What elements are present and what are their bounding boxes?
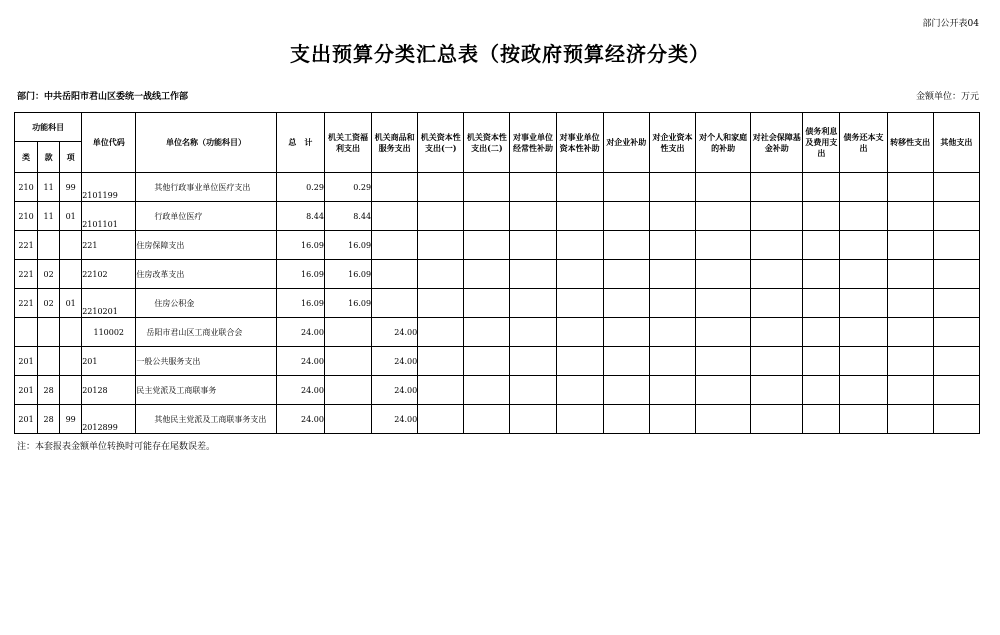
table-row [15,289,980,318]
cell-lei [15,318,38,347]
cell-c1: 16.09 [324,289,371,318]
cell-kuan: 11 [38,173,60,202]
cell-lei: 221 [15,289,38,318]
header-col: 转移性支出 [887,113,933,173]
cell-c2 [372,173,418,202]
header-kuan: 款 [38,142,60,173]
table-row [15,318,980,347]
cell-total: 16.09 [276,289,324,318]
header-col: 对事业单位经常性补助 [510,113,556,173]
header-total: 总 计 [276,113,324,173]
cell-kuan: 11 [38,202,60,231]
table-row [15,202,980,231]
amount-unit-label: 金额单位：万元 [915,92,979,102]
cell-total: 16.09 [276,260,324,289]
table-row [15,260,980,289]
cell-c2 [372,260,418,289]
table-row [15,173,980,202]
cell-name: 其他行政事业单位医疗支出 [136,173,276,202]
cell-code: 221 [82,231,136,260]
header-col: 对个人和家庭的补助 [696,113,751,173]
table-row [15,405,980,434]
header-func-subject: 功能科目 [15,113,82,142]
cell-xiang: 01 [60,202,82,231]
cell-xiang [60,347,82,376]
header-col: 机关资本性支出(一) [418,113,464,173]
cell-xiang [60,318,82,347]
header-col: 机关工资福利支出 [324,113,371,173]
header-lei: 类 [15,142,38,173]
cell-kuan: 02 [38,289,60,318]
form-code: 部门公开表04 [922,19,979,29]
cell-xiang [60,376,82,405]
cell-c2 [372,202,418,231]
header-col: 对社会保障基金补助 [751,113,803,173]
cell-xiang [60,231,82,260]
cell-name: 行政单位医疗 [136,202,276,231]
cell-c1: 0.29 [324,173,371,202]
cell-xiang: 01 [60,289,82,318]
header-col: 机关资本性支出(二) [464,113,510,173]
cell-c1 [324,347,371,376]
page-title: 支出预算分类汇总表（按政府预算经济分类） [290,42,710,66]
cell-c1: 16.09 [324,231,371,260]
cell-code: 2012899 [82,405,136,434]
cell-name: 民主党派及工商联事务 [136,376,276,405]
cell-total: 24.00 [276,318,324,347]
cell-c1: 8.44 [324,202,371,231]
cell-kuan: 28 [38,405,60,434]
cell-name: 一般公共服务支出 [136,347,276,376]
footnote: 注：本套报表金额单位转换时可能存在尾数误差。 [17,442,216,452]
cell-c2: 24.00 [372,405,418,434]
cell-code: 20128 [82,376,136,405]
cell-name: 住房改革支出 [136,260,276,289]
header-unit-name: 单位名称（功能科目） [136,113,276,173]
cell-c2 [372,289,418,318]
cell-lei: 201 [15,405,38,434]
cell-total: 0.29 [276,173,324,202]
cell-xiang: 99 [60,173,82,202]
cell-total: 8.44 [276,202,324,231]
cell-total: 24.00 [276,405,324,434]
expenditure-table [14,112,980,434]
table-row [15,347,980,376]
department-label: 部门：中共岳阳市君山区委统一战线工作部 [17,92,189,102]
cell-code: 201 [82,347,136,376]
cell-c2 [372,231,418,260]
cell-total: 24.00 [276,347,324,376]
cell-kuan [38,231,60,260]
cell-total: 16.09 [276,231,324,260]
cell-lei: 201 [15,376,38,405]
cell-name: 其他民主党派及工商联事务支出 [136,405,276,434]
cell-kuan [38,347,60,376]
cell-c2: 24.00 [372,318,418,347]
cell-name: 住房保障支出 [136,231,276,260]
cell-c2: 24.00 [372,376,418,405]
cell-lei: 210 [15,202,38,231]
header-col: 对事业单位资本性补助 [556,113,603,173]
cell-c1 [324,405,371,434]
cell-kuan: 02 [38,260,60,289]
cell-xiang: 99 [60,405,82,434]
table-row [15,376,980,405]
header-xiang: 项 [60,142,82,173]
cell-kuan [38,318,60,347]
cell-kuan: 28 [38,376,60,405]
cell-name: 岳阳市君山区工商业联合会 [136,318,276,347]
header-col: 债务还本支出 [840,113,887,173]
header-unit-code: 单位代码 [82,113,136,173]
cell-xiang [60,260,82,289]
cell-lei: 210 [15,173,38,202]
cell-lei: 221 [15,231,38,260]
table-row [15,231,980,260]
cell-code: 2210201 [82,289,136,318]
cell-total: 24.00 [276,376,324,405]
header-col: 其他支出 [933,113,979,173]
cell-code: 110002 [82,318,136,347]
header-col: 机关商品和服务支出 [372,113,418,173]
cell-code: 22102 [82,260,136,289]
cell-c2: 24.00 [372,347,418,376]
cell-code: 2101101 [82,202,136,231]
cell-c1 [324,318,371,347]
cell-lei: 221 [15,260,38,289]
cell-c1: 16.09 [324,260,371,289]
header-col: 债务利息及费用支出 [803,113,840,173]
cell-c1 [324,376,371,405]
cell-name: 住房公积金 [136,289,276,318]
cell-lei: 201 [15,347,38,376]
cell-code: 2101199 [82,173,136,202]
header-col: 对企业资本性支出 [649,113,695,173]
header-col: 对企业补助 [603,113,649,173]
